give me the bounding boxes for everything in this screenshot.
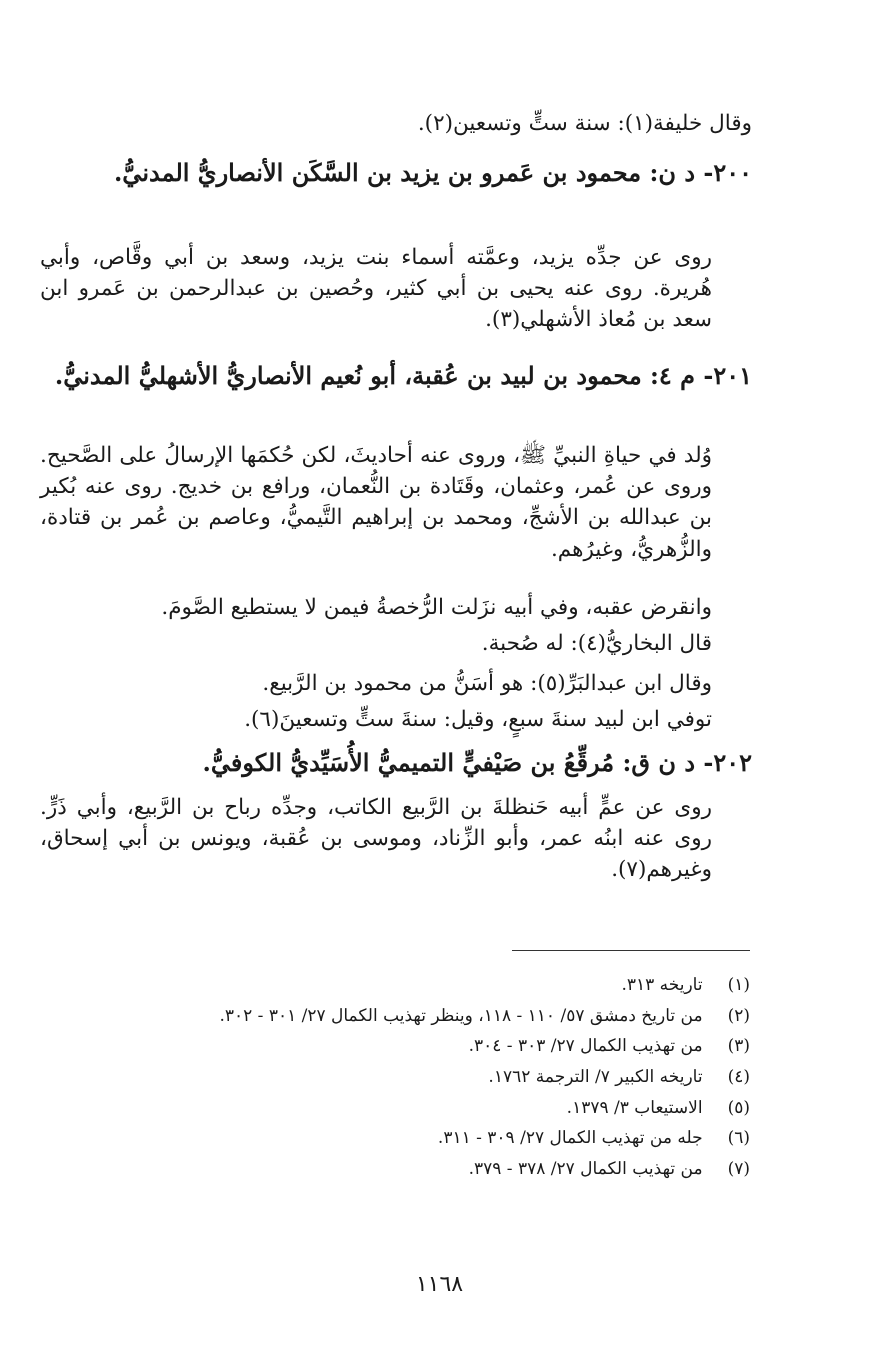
footnotes-list bbox=[40, 970, 750, 1185]
footnote-item bbox=[40, 1031, 750, 1062]
footnote-item bbox=[40, 1062, 750, 1093]
footnote-text: من تاريخ دمشق ٥٧/ ١١٠ - ١١٨، وينظر تهذيب الكمال ٢٧/ ٣٠١ - ٣٠٢. bbox=[219, 1005, 703, 1026]
footnote-item bbox=[40, 970, 750, 1001]
page-number: ١١٦٨ bbox=[415, 1272, 464, 1297]
footnote-text: من تهذيب الكمال ٢٧/ ٣٧٨ - ٣٧٩. bbox=[468, 1159, 703, 1180]
footnote-item bbox=[40, 1154, 750, 1185]
paragraph-entry-201-lineage: وانقرض عقبه، وفي أبيه نزَلت الرُّخصةُ فيمن لا يستطيع الصَّومَ. bbox=[161, 595, 712, 620]
entry-heading-200: ٢٠٠- د ن: محمود بن عَمرو بن يزيد بن السَّكَن الأنصاريُّ المدنيُّ. bbox=[113, 158, 752, 187]
footnote-number: (٦) bbox=[727, 1128, 750, 1149]
footnote-item bbox=[40, 1093, 750, 1124]
footnote-text: الاستيعاب ٣/ ١٣٧٩. bbox=[566, 1097, 703, 1118]
paragraph-entry-200: روى عن جدِّه يزيد، وعمَّته أسماء بنت يزيد، وسعد بن أبي وقَّاص، وأبي هُريرة. روى عنه يحيى بن أبي كثير، وحُصين بن عبدالرحمن بن عَمرو ابن سعد بن مُعاذ الأشهلي(٣). bbox=[40, 245, 712, 333]
footnote-text: من تهذيب الكمال ٢٧/ ٣٠٣ - ٣٠٤. bbox=[468, 1036, 703, 1057]
footnote-number: (٥) bbox=[727, 1097, 750, 1118]
paragraph-khalifa-quote: وقال خليفة(١): سنة ستٍّ وتسعين(٢). bbox=[417, 111, 752, 136]
footnote-number: (٣) bbox=[727, 1036, 750, 1057]
paragraph-entry-202: روى عن عمٍّ أبيه حَنظلةَ بن الرَّبيع الكاتب، وجدِّه رباح بن الرَّبيع، وأبي ذَرٍّ. روى عنه ابنُه عمر، وأبو الزِّناد، وموسى بن عُقبة، ويونس بن أبي إسحاق، وغيرهم(٧). bbox=[40, 795, 712, 883]
footnote-text: جله من تهذيب الكمال ٢٧/ ٣٠٩ - ٣١١. bbox=[437, 1128, 703, 1149]
footnote-text: تاريخه الكبير ٧/ الترجمة ١٧٦٢. bbox=[488, 1067, 703, 1088]
paragraph-entry-201-biography: وُلد في حياةِ النبيِّ ﷺ، وروى عنه أحاديثَ، لكن حُكمَها الإرسالُ على الصَّحيح. وروى عن عُمر، وعثمان، وقَتَادة بن النُّعمان، ورافع بن خديج. روى عنه بُكير بن عبدالله بن الأشجِّ، ومحمد بن إبراهيم التَّيميُّ، وعاصم بن عُمر بن قتادة، والزُّهريُّ، وغيرُهم. bbox=[40, 443, 712, 562]
footnote-number: (٢) bbox=[727, 1005, 750, 1026]
footnote-number: (٧) bbox=[727, 1159, 750, 1180]
paragraph-entry-201-bukhari: قال البخاريُّ(٤): له صُحبة. bbox=[481, 631, 712, 656]
footnote-item bbox=[40, 1123, 750, 1154]
footnote-text: تاريخه ٣١٣. bbox=[621, 975, 703, 995]
entry-heading-201: ٢٠١- م ٤: محمود بن لبيد بن عُقبة، أبو نُعيم الأنصاريُّ الأشهليُّ المدنيُّ. bbox=[54, 361, 752, 390]
footnote-item bbox=[40, 1001, 750, 1032]
footnote-number: (١) bbox=[727, 975, 750, 995]
paragraph-entry-201-death: توفي ابن لبيد سنةَ سبعٍ، وقيل: سنةَ ستٍّ وتسعينَ(٦). bbox=[244, 707, 712, 732]
footnote-number: (٤) bbox=[727, 1067, 750, 1088]
entry-heading-202: ٢٠٢- د ن ق: مُرقِّعُ بن صَيْفيٍّ التميميُّ الأُسَيِّديُّ الكوفيُّ. bbox=[202, 748, 752, 777]
footnote-separator bbox=[512, 950, 750, 951]
paragraph-entry-201-ibn-abdilbarr: وقال ابن عبدالبَرِّ(٥): هو أسَنُّ من محمود بن الرَّبيع. bbox=[262, 671, 712, 696]
